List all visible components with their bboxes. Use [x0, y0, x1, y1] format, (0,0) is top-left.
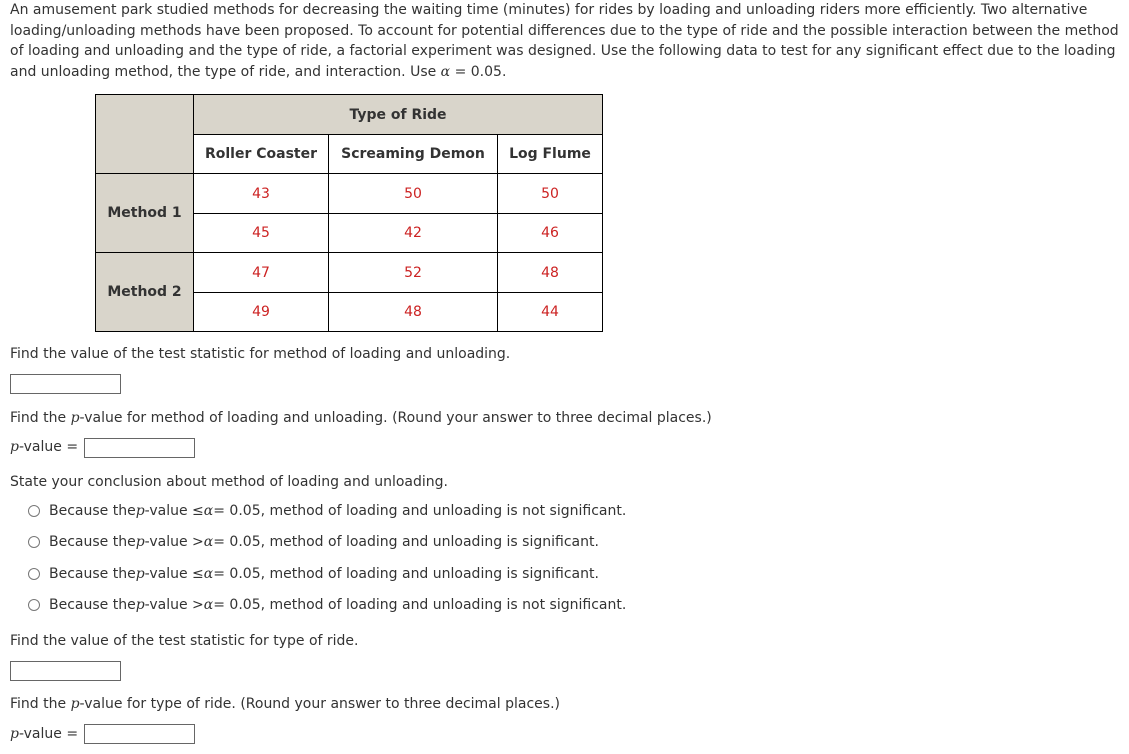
test-statistic-ride-input[interactable] [10, 661, 121, 681]
question-p-value-method [10, 410, 712, 426]
p-value-label-text: -value = [18, 439, 79, 455]
p-value-label-text: -value = [18, 726, 79, 742]
alpha-symbol: α [203, 534, 214, 550]
table-cell: 48 [498, 253, 603, 293]
table-cell: 45 [194, 214, 329, 253]
table-cell: 50 [329, 174, 498, 214]
q2-suffix: -value for method of loading and unloading. (Round your answer to three decimal places.) [79, 410, 712, 426]
p-symbol: p [70, 696, 80, 712]
table-cell: 52 [329, 253, 498, 293]
type-of-ride-header: Type of Ride [194, 95, 603, 135]
p-value-label-method [10, 439, 78, 455]
p-symbol: p [135, 566, 145, 582]
p-value-ride-input[interactable] [84, 724, 195, 744]
p-symbol: p [10, 726, 19, 742]
option-text: = 0.05, method of loading and unloading is not significant. [213, 503, 627, 519]
p-value-method-input[interactable] [84, 438, 195, 458]
option-text: -value ≤ [144, 503, 204, 519]
p-value-label-ride [10, 726, 78, 742]
table-cell: 47 [194, 253, 329, 293]
conclusion-option-4[interactable] [28, 597, 626, 613]
row-label-method-1: Method 1 [96, 174, 194, 253]
option-text: = 0.05, method of loading and unloading is significant. [213, 566, 599, 582]
alpha-symbol: α [203, 503, 214, 519]
option-text: -value > [144, 597, 204, 613]
data-table [95, 94, 603, 332]
table-cell: 49 [194, 293, 329, 332]
table-cell: 44 [498, 293, 603, 332]
table-cell: 50 [498, 174, 603, 214]
radio-button[interactable] [28, 568, 40, 580]
question-test-statistic-ride: Find the value of the test statistic for type of ride. [10, 633, 359, 649]
p-symbol: p [135, 503, 145, 519]
p-symbol: p [135, 534, 145, 550]
column-header-log-flume: Log Flume [498, 135, 603, 174]
table-cell: 46 [498, 214, 603, 253]
alpha-value: = 0.05. [450, 63, 507, 80]
option-text: = 0.05, method of loading and unloading is not significant. [213, 597, 627, 613]
option-text: Because the [49, 534, 136, 550]
question-p-value-ride [10, 696, 560, 712]
q5-prefix: Find the [10, 696, 71, 712]
p-symbol: p [70, 410, 80, 426]
alpha-symbol: α [440, 63, 451, 80]
option-text: Because the [49, 503, 136, 519]
alpha-symbol: α [203, 597, 214, 613]
row-label-method-2: Method 2 [96, 253, 194, 332]
option-text: -value ≤ [144, 566, 204, 582]
question-test-statistic-method: Find the value of the test statistic for method of loading and unloading. [10, 346, 511, 362]
conclusion-option-2[interactable] [28, 534, 599, 550]
radio-button[interactable] [28, 599, 40, 611]
conclusion-prompt: State your conclusion about method of loading and unloading. [10, 474, 448, 490]
table-cell: 42 [329, 214, 498, 253]
option-text: = 0.05, method of loading and unloading is significant. [213, 534, 599, 550]
q5-suffix: -value for type of ride. (Round your answer to three decimal places.) [79, 696, 560, 712]
problem-text: An amusement park studied methods for decreasing the waiting time (minutes) for rides by loading and unloading riders more efficiently. Two alternative loading/unloading methods have been proposed. To account for potential differences due to the type of ride and the possible interaction between the method of loading and unloading and the type of ride, a factorial experiment was designed. Use the following data to test for any significant effect due to the loading and unloading method, the type of ride, and interaction. Use [10, 2, 1119, 80]
q2-prefix: Find the [10, 410, 71, 426]
problem-statement [10, 0, 1124, 82]
test-statistic-method-input[interactable] [10, 374, 121, 394]
conclusion-option-3[interactable] [28, 566, 599, 582]
table-cell: 48 [329, 293, 498, 332]
option-text: Because the [49, 566, 136, 582]
column-header-screaming-demon: Screaming Demon [329, 135, 498, 174]
conclusion-option-1[interactable] [28, 503, 626, 519]
option-text: Because the [49, 597, 136, 613]
table-corner [96, 95, 194, 174]
radio-button[interactable] [28, 536, 40, 548]
alpha-symbol: α [203, 566, 214, 582]
radio-button[interactable] [28, 505, 40, 517]
p-symbol: p [10, 439, 19, 455]
column-header-roller-coaster: Roller Coaster [194, 135, 329, 174]
p-symbol: p [135, 597, 145, 613]
option-text: -value > [144, 534, 204, 550]
table-cell: 43 [194, 174, 329, 214]
